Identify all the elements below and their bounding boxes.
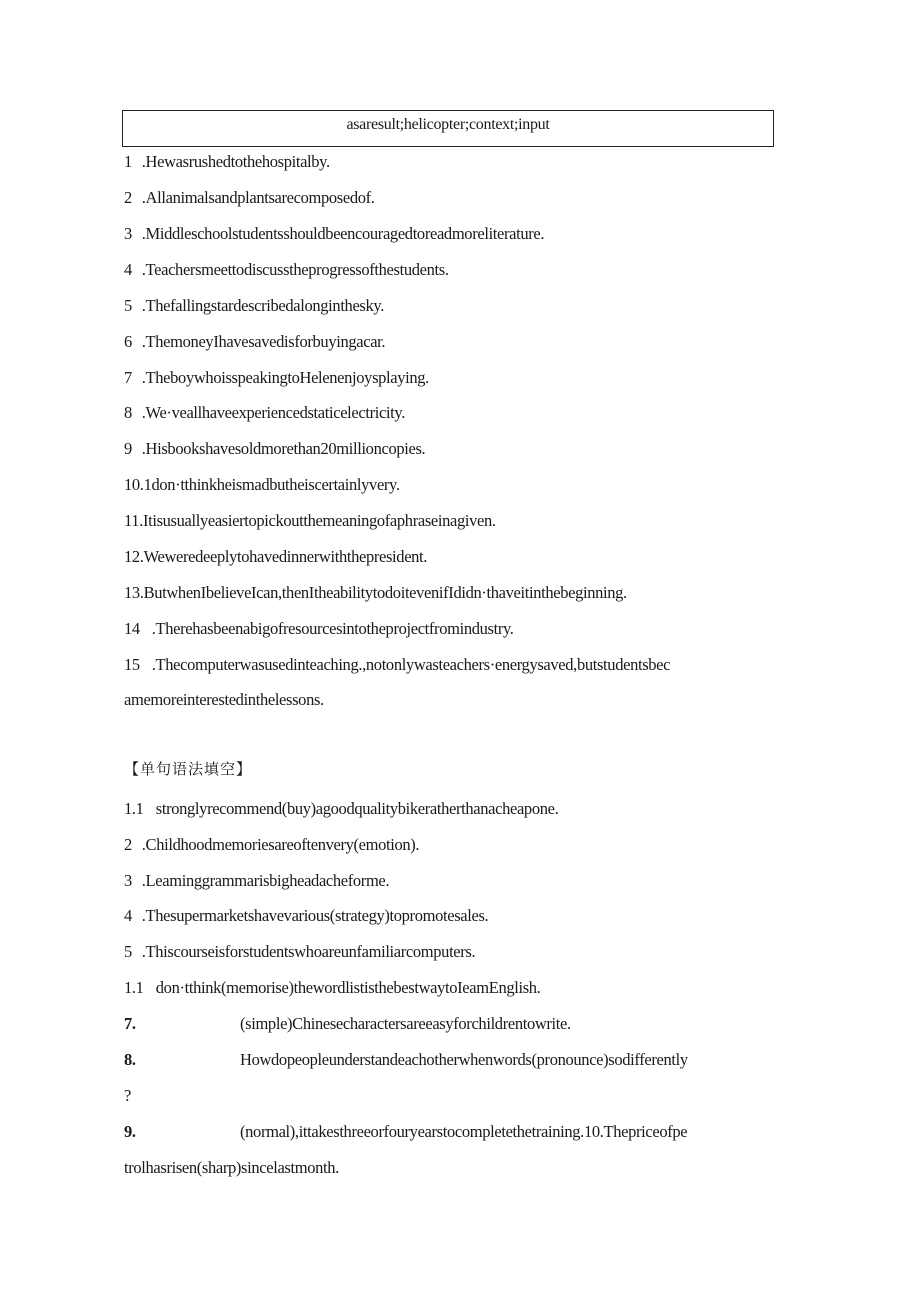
list-item: 14 .Therehasbeenabigofresourcesintotheprojectfromindustry.: [124, 619, 514, 638]
list-item: 3 .Leaminggrammarisbigheadacheforme.: [124, 871, 390, 890]
list-item: 2 .Childhoodmemoriesareoftenvery(emotion).: [124, 835, 420, 854]
list-item: 1.1 don·tthink(memorise)thewordlististhebestwaytoIeamEnglish.: [124, 978, 541, 997]
list-item: 11.Itisusuallyeasiertopickoutthemeaningofaphraseinagiven.: [124, 511, 496, 530]
list-item: 2 .Allanimalsandplantsarecomposedof.: [124, 188, 375, 207]
list-item: 10.1don·tthinkheismadbutheiscertainlyvery.: [124, 475, 400, 494]
list-item-continuation: ?: [124, 1086, 131, 1105]
list-item: 12.Weweredeeplytohavedinnerwiththepresident.: [124, 547, 428, 566]
word-bank-text: asaresult;helicopter;context;input: [346, 116, 550, 133]
list-item: 3 .Middleschoolstudentsshouldbeencouragedtoreadmoreliterature.: [124, 224, 545, 243]
list-item: 7 .TheboywhoisspeakingtoHelenenjoysplaying.: [124, 368, 429, 387]
list-item: 5 .Thiscourseisforstudentswhoareunfamiliarcomputers.: [124, 942, 476, 961]
section-heading: 【单句语法填空】: [124, 760, 253, 778]
list-item: 4 .Teachersmeettodiscusstheprogressofthestudents.: [124, 260, 449, 279]
list-item-continuation: amemoreinterestedinthelessons.: [124, 690, 324, 709]
list-item: 6 .ThemoneyIhavesavedisforbuyingacar.: [124, 332, 386, 351]
list-item: 4 .Thesupermarketshavevarious(strategy)topromotesales.: [124, 906, 489, 925]
list-item: 15 .Thecomputerwasusedinteaching.,notonlywasteachers·energysaved,butstudentsbec: [124, 655, 671, 674]
list-item: 7. (simple)Chinesecharactersareeasyforchildrentowrite.: [124, 1014, 571, 1033]
list-item: 8. Howdopeopleunderstandeachotherwhenwords(pronounce)sodifferently: [124, 1050, 688, 1069]
list-item-continuation: trolhasrisen(sharp)sincelastmonth.: [124, 1158, 339, 1177]
list-item: 8 .We·veallhaveexperiencedstaticelectricity.: [124, 403, 406, 422]
list-item: 9. (normal),ittakesthreeorfouryearstocompletethetraining.10.Thepriceofpe: [124, 1122, 688, 1141]
list-item: 9 .Hisbookshavesoldmorethan20millioncopies.: [124, 439, 426, 458]
list-item: 5 .Thefallingstardescribedalonginthesky.: [124, 296, 384, 315]
word-bank-box: [122, 110, 774, 147]
list-item: 1.1 stronglyrecommend(buy)agoodqualitybikeratherthanacheapone.: [124, 799, 559, 818]
list-item: 13.ButwhenIbelieveIcan,thenItheabilitytodoitevenifIdidn·thaveitinthebeginning.: [124, 583, 627, 602]
list-item: 1 .Hewasrushedtothehospitalby.: [124, 152, 330, 171]
